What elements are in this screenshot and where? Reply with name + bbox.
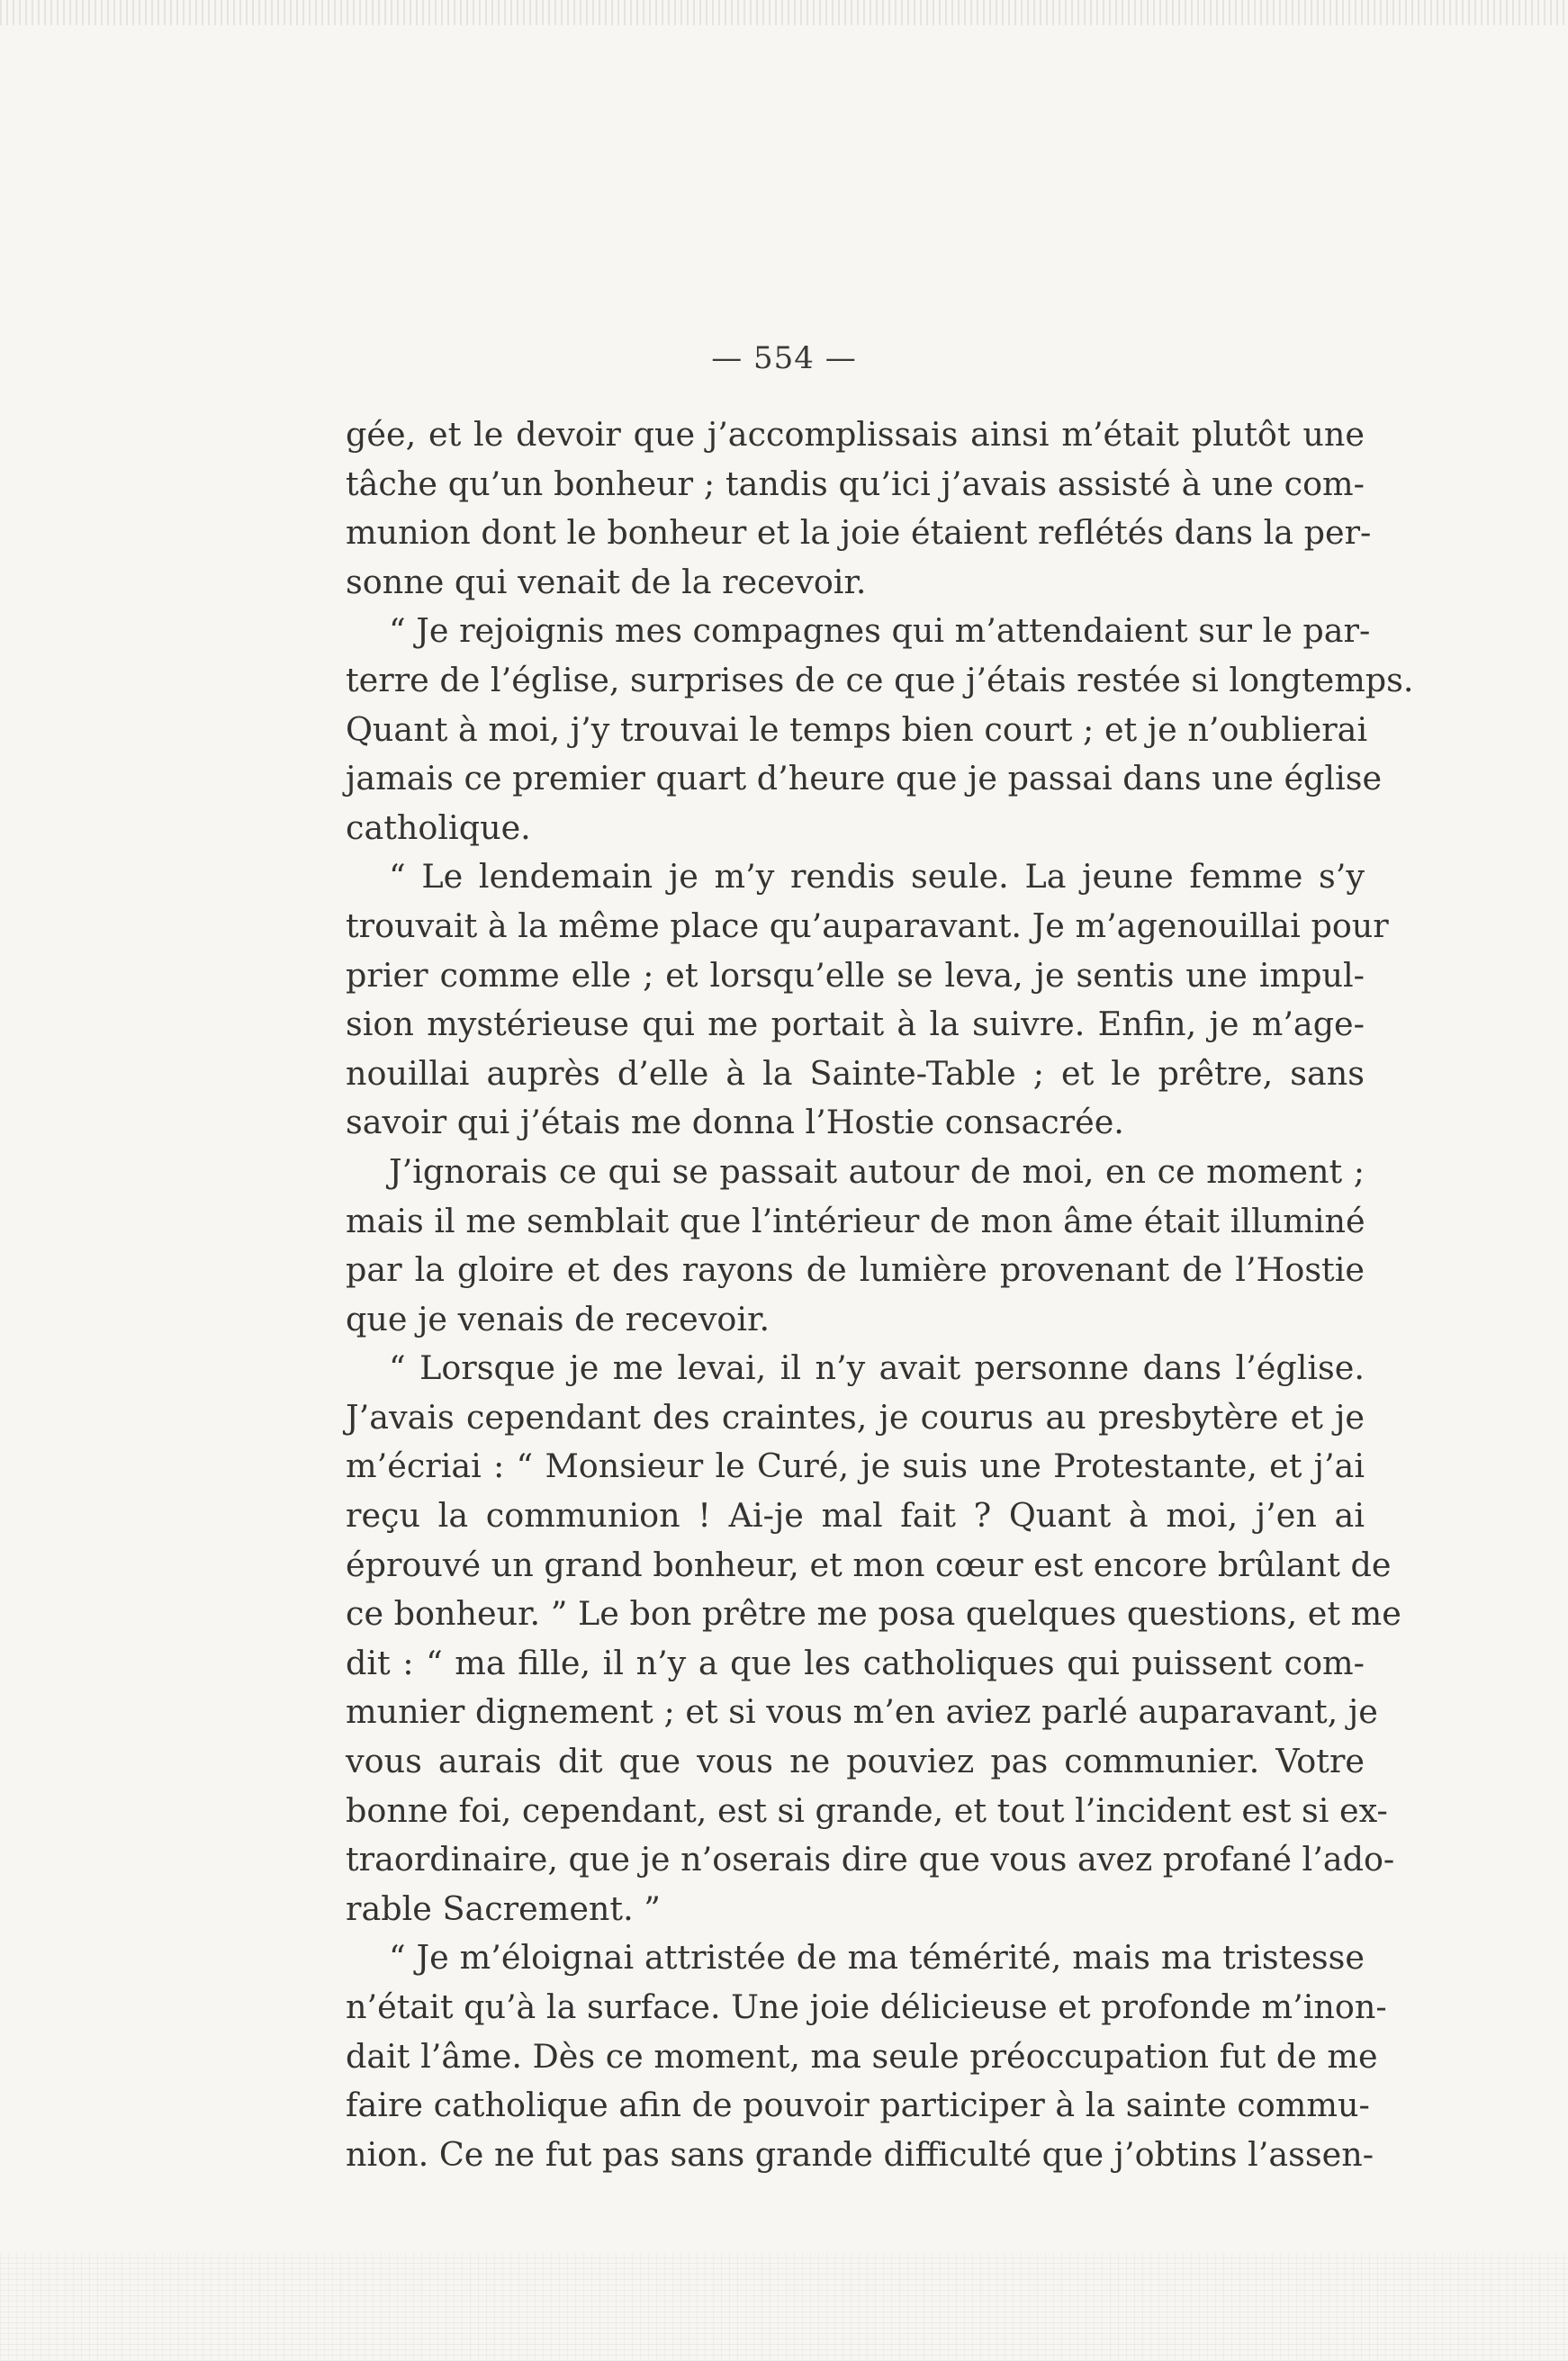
text-line: catholique. [346, 807, 531, 847]
text-line: J’ignorais ce qui se passait autour de moi, en ce moment ; [389, 1151, 1365, 1191]
text-line: mais il me semblait que l’intérieur de mon âme était illuminé [346, 1201, 1365, 1240]
page-number-header: — 554 — [711, 340, 857, 376]
text-line: rable Sacrement. ” [346, 1888, 661, 1928]
text-line: tâche qu’un bonheur ; tandis qu’ici j’avais assisté à une com- [346, 464, 1365, 503]
top-scan-noise [0, 0, 1568, 25]
text-line: “ Le lendemain je m’y rendis seule. La jeune femme s’y [389, 857, 1365, 897]
text-line: m’écriai : “ Monsieur le Curé, je suis une Protestante, et j’ai [346, 1446, 1365, 1486]
text-line: éprouvé un grand bonheur, et mon cœur est encore brûlant de [346, 1545, 1392, 1584]
text-line: “ Je rejoignis mes compagnes qui m’attendaient sur le par- [389, 611, 1371, 651]
text-line: sonne qui venait de la recevoir. [346, 562, 867, 601]
text-line: faire catholique afin de pouvoir participer à la sainte commu- [346, 2086, 1370, 2125]
text-line: ce bonheur. ” Le bon prêtre me posa quelques questions, et me [346, 1594, 1401, 1634]
text-line: terre de l’église, surprises de ce que j’étais restée si longtemps. [346, 660, 1414, 699]
text-line: reçu la communion ! Ai-je mal fait ? Quant à moi, j’en ai [346, 1496, 1365, 1536]
text-line: par la gloire et des rayons de lumière provenant de l’Hostie [346, 1250, 1365, 1290]
text-line: munier dignement ; et si vous m’en aviez parlé auparavant, je [346, 1692, 1378, 1732]
text-line: jamais ce premier quart d’heure que je passai dans une église [346, 759, 1383, 798]
text-line: traordinaire, que je n’oserais dire que vous avez profané l’ado- [346, 1840, 1395, 1879]
text-line: prier comme elle ; et lorsqu’elle se leva, je sentis une impul- [346, 955, 1365, 995]
text-line: que je venais de recevoir. [346, 1299, 770, 1338]
text-line: vous aurais dit que vous ne pouviez pas communier. Votre [346, 1742, 1365, 1781]
body-text [346, 410, 1414, 2179]
text-line: bonne foi, cependant, est si grande, et tout l’incident est si ex- [346, 1790, 1388, 1830]
text-line: savoir qui j’étais me donna l’Hostie consacrée. [346, 1103, 1124, 1142]
text-line: gée, et le devoir que j’accomplissais ainsi m’était plutôt une [346, 415, 1365, 454]
text-line: “ Lorsque je me levai, il n’y avait personne dans l’église. [389, 1348, 1365, 1388]
text-line: “ Je m’éloignai attristée de ma témérité, mais ma tristesse [389, 1938, 1365, 1978]
bottom-scan-noise [0, 2253, 1568, 2361]
text-line: dit : “ ma fille, il n’y a que les catholiques qui puissent com- [346, 1643, 1365, 1682]
text-line: trouvait à la même place qu’auparavant. Je m’agenouillai pour [346, 906, 1389, 945]
text-line: munion dont le bonheur et la joie étaient reflétés dans la per- [346, 513, 1372, 553]
text-line: n’était qu’à la surface. Une joie délicieuse et profonde m’inon- [346, 1987, 1387, 2026]
text-line: nion. Ce ne fut pas sans grande difficulté que j’obtins l’assen- [346, 2134, 1374, 2174]
text-line: J’avais cependant des craintes, je courus au presbytère et je [346, 1397, 1365, 1437]
text-line: sion mystérieuse qui me portait à la suivre. Enfin, je m’age- [346, 1005, 1365, 1044]
text-line: Quant à moi, j’y trouvai le temps bien court ; et je n’oublierai [346, 709, 1368, 749]
text-line: nouillai auprès d’elle à la Sainte-Table ; et le prêtre, sans [346, 1053, 1365, 1093]
text-line: dait l’âme. Dès ce moment, ma seule préoccupation fut de me [346, 2036, 1378, 2076]
